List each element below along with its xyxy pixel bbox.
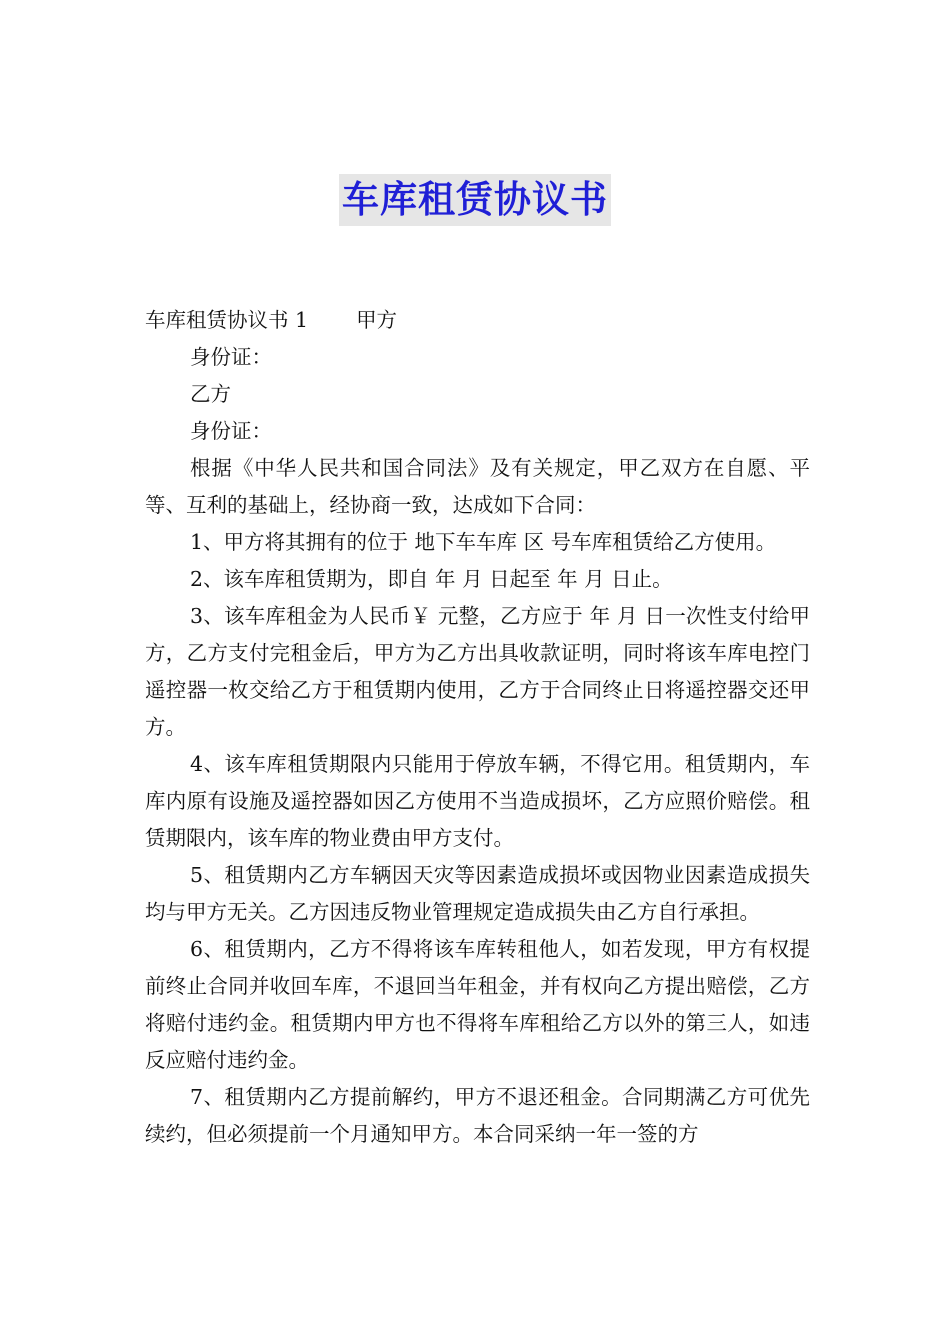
title-area (0, 174, 950, 226)
intro-line (145, 302, 810, 339)
clause-2: 2、该车库租赁期为，即自 年 月 日起至 年 月 日止。 (190, 567, 673, 591)
clause-6: 6、租赁期内，乙方不得将该车库转租他人，如若发现，甲方有权提前终止合同并收回车库，不退回当年租金，并有权向乙方提出赔偿，乙方将赔付违约金。租赁期内甲方也不得将车库租给乙方以外的第三人，如违反应赔付违约金。 (145, 937, 810, 1072)
intro-heading: 车库租赁协议书 1 (145, 308, 309, 332)
paragraph-preamble: 根据《中华人民共和国合同法》及有关规定，甲乙双方在自愿、平等、互利的基础上，经协商一致，达成如下合同： (145, 456, 810, 517)
clause-7: 7、租赁期内乙方提前解约，甲方不退还租金。合同期满乙方可优先续约，但必须提前一个月通知甲方。本合同采纳一年一签的方 (145, 1085, 810, 1146)
document-title: 车库租赁协议书 (339, 174, 611, 226)
clause-3: 3、该车库租金为人民币￥ 元整，乙方应于 年 月 日一次性支付给甲方，乙方支付完租金后，甲方为乙方出具收款证明，同时将该车库电控门遥控器一枚交给乙方于租赁期内使用，乙方于合同终止日将遥控器交还甲方。 (145, 604, 810, 739)
party-b-id-line: 身份证： (190, 419, 272, 443)
document-body (145, 302, 810, 1153)
clause-1: 1、甲方将其拥有的位于 地下车车库 区 号车库租赁给乙方使用。 (190, 530, 777, 554)
clause-4: 4、该车库租赁期限内只能用于停放车辆，不得它用。租赁期内，车库内原有设施及遥控器如因乙方使用不当造成损坏，乙方应照价赔偿。租赁期限内，该车库的物业费由甲方支付。 (145, 752, 810, 850)
party-a-id-line: 身份证： (190, 345, 272, 369)
party-b-line: 乙方 (190, 382, 231, 406)
clause-5: 5、租赁期内乙方车辆因天灾等因素造成损坏或因物业因素造成损失均与甲方无关。乙方因违反物业管理规定造成损失由乙方自行承担。 (145, 863, 810, 924)
party-a-label: 甲方 (356, 308, 398, 332)
